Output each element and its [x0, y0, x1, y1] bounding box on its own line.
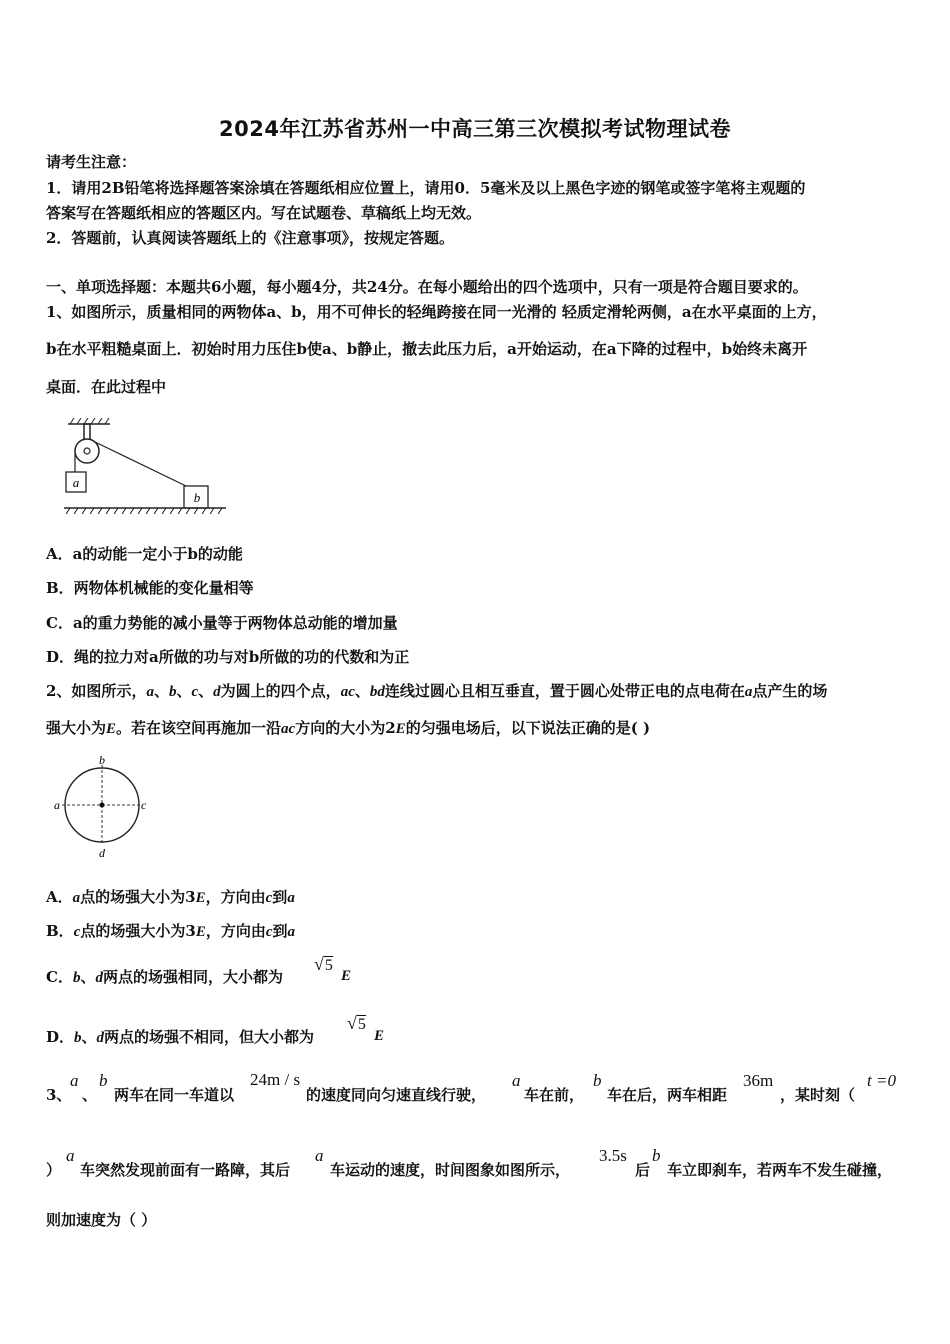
label-b: b	[99, 754, 105, 767]
q1-line-2: b在水平粗糙桌面上．初始时用力压住b使a、b静止，撤去此压力后，a开始运动，在a下降的过程中，b始终未离开	[46, 340, 808, 358]
q3-var-b-1: b	[99, 1071, 108, 1090]
ceiling-hatch	[70, 418, 109, 424]
q1-line-1: 1、如图所示，质量相同的两物体a、b，用不可伸长的轻绳跨接在同一光滑的 轻质定滑轮两侧，a在水平桌面的上方，	[46, 303, 827, 321]
label-d: d	[99, 846, 105, 860]
q3-line2-text-4: 车立即刹车，若两车不发生碰撞，	[667, 1161, 893, 1179]
q3-line-3: 则加速度为（ ）	[46, 1211, 157, 1229]
q3-close-paren: ）	[46, 1161, 62, 1179]
q3-distance: 36m	[743, 1071, 774, 1090]
q3-var-b-3: b	[652, 1146, 661, 1165]
q3-var-a-1: a	[70, 1071, 79, 1090]
q3-text-5: ，某时刻（	[780, 1086, 856, 1104]
q3-var-a-4: a	[315, 1146, 324, 1165]
q2-option-b: B．c点的场强大小为3E，方向由c到a	[46, 922, 296, 940]
q3-var-a-2: a	[512, 1071, 521, 1090]
center-charge	[100, 803, 105, 808]
q1-option-a: A．a的动能一定小于b的动能	[46, 545, 243, 563]
rope-to-b	[95, 442, 186, 486]
q2-circle-figure	[48, 754, 158, 860]
q1-line-3: 桌面．在此过程中	[46, 378, 167, 396]
q3-time-zero: t =0	[867, 1071, 896, 1090]
label-a: a	[54, 798, 60, 812]
pulley-axle	[84, 448, 90, 454]
q3-line2-text-2: 车运动的速度，时间图象如图所示，	[330, 1161, 571, 1179]
q2-option-a: A．a点的场强大小为3E，方向由c到a	[46, 888, 295, 906]
q3-speed: 24m / s	[250, 1070, 301, 1089]
q3-text-2: 的速度同向匀速直线行驶，	[306, 1086, 487, 1104]
q2-option-c-sqrt: √5	[314, 954, 333, 974]
q2-option-c-e: E	[341, 968, 352, 984]
q2-option-d-sqrt: √5	[347, 1013, 366, 1033]
q1-option-c: C．a的重力势能的减小量等于两物体总动能的增加量	[46, 614, 398, 632]
q3-line2-text-3: 后	[635, 1161, 651, 1179]
q1-option-d: D．绳的拉力对a所做的功与对b所做的功的代数和为正	[46, 648, 410, 666]
q2-line-1: 2、如图所示，a、b、c、d为圆上的四个点，ac、bd连线过圆心且相互垂直，置于圆心处带正电的点电荷在a点产生的场	[46, 682, 828, 700]
q2-line-2: 强大小为E。若在该空间再施加一沿ac方向的大小为2E的匀强电场后，以下说法正确的是( )	[46, 719, 651, 737]
label-c: c	[141, 798, 147, 812]
notice-line-2: 答案写在答题纸相应的答题区内。写在试题卷、草稿纸上均无效。	[46, 204, 482, 222]
block-a-label: a	[72, 475, 80, 490]
page-title: 2024年江苏省苏州一中高三第三次模拟考试物理试卷	[219, 117, 731, 141]
q1-pulley-figure	[60, 418, 232, 522]
q3-sep: 、	[82, 1086, 98, 1104]
q2-option-d: D．b、d两点的场强不相同，但大小都为	[46, 1028, 315, 1046]
q2-option-d-e: E	[374, 1028, 385, 1044]
q2-option-c: C．b、d两点的场强相同，大小都为	[46, 968, 283, 986]
section-heading: 一、单项选择题：本题共6小题，每小题4分，共24分。在每小题给出的四个选项中，只有一项是符合题目要求的。	[46, 278, 808, 296]
q3-line2-text-1: 车突然发现前面有一路障，其后	[80, 1161, 291, 1179]
q3-time: 3.5s	[599, 1146, 627, 1165]
q3-var-a-3: a	[66, 1146, 75, 1165]
q3-text-4: 车在后，两车相距	[607, 1086, 728, 1104]
table-hatch	[66, 508, 222, 514]
q3-text-3: 车在前，	[524, 1086, 585, 1104]
q3-var-b-2: b	[593, 1071, 602, 1090]
notice-heading: 请考生注意：	[46, 153, 137, 171]
block-b-label: b	[193, 490, 201, 505]
notice-line-3: 2．答题前，认真阅读答题纸上的《注意事项》，按规定答题。	[46, 229, 454, 247]
q1-option-b: B．两物体机械能的变化量相等	[46, 579, 254, 597]
q3-number: 3、	[46, 1086, 72, 1104]
notice-line-1: 1．请用2B铅笔将选择题答案涂填在答题纸相应位置上，请用0．5毫米及以上黑色字迹的钢笔或签字笔将主观题的	[46, 179, 806, 197]
q3-text-1: 两车在同一车道以	[114, 1086, 235, 1104]
